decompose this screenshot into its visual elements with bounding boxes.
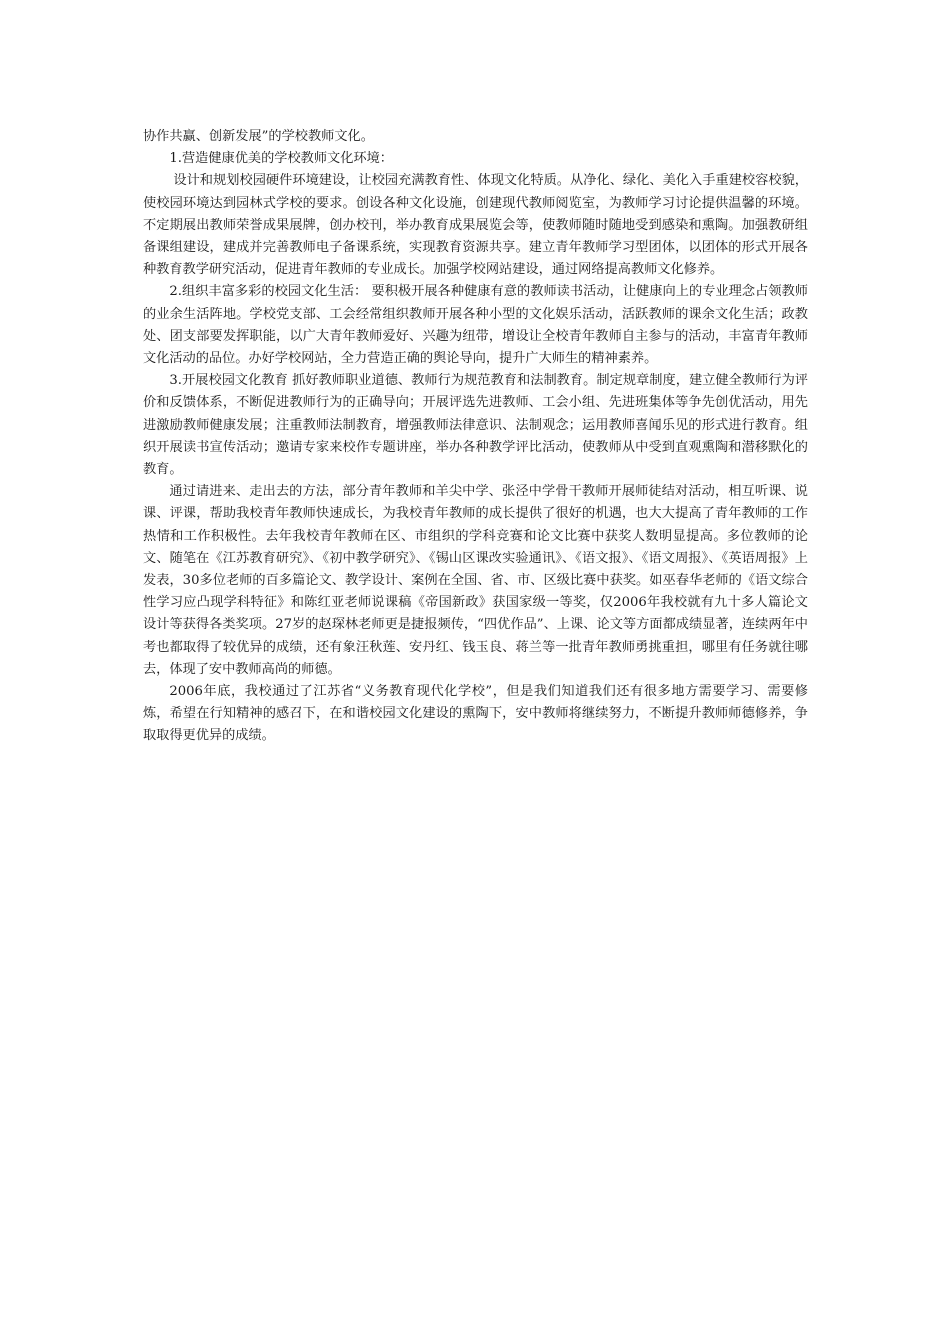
paragraph-cultural-education: 3.开展校园文化教育 抓好教师职业道德、教师行为规范教育和法制教育。制定规章制度，建立健全教师行为评价和反馈体系，不断促进教师行为的正确导向；开展评选先进教师、工会小组、先进班集体等争先创优活动，用先进激励教师健康发展；注重教师法制教育，增强教师法律意识、法制观念；运用教师喜闻乐见的形式进行教育。组织开展读书宣传活动；邀请专家来校作专题讲座，举办各种教学评比活动，使教师从中受到直观熏陶和潜移默化的教育。 [143, 373, 808, 478]
paragraph-intro: 协作共赢、创新发展”的学校教师文化。 [143, 129, 374, 144]
paragraph-conclusion: 2006年底，我校通过了江苏省“义务教育现代化学校”，但是我们知道我们还有很多地方需要学习、需要修炼，希望在行知精神的感召下，在和谐校园文化建设的熏陶下，安中教师将继续努力，不断提升教师师德修养，争取取得更优异的成绩。 [143, 684, 808, 744]
heading-environment: 1.营造健康优美的学校教师文化环境： [169, 151, 393, 167]
paragraph-cultural-life: 2.组织丰富多彩的校园文化生活： 要积极开展各种健康有意的教师读书活动，让健康向上的专业理念占领教师的业余生活阵地。学校党支部、工会经常组织教师开展各种小型的文化娱乐活动，活跃教师的课余文化生活；政教处、团支部要发挥职能，以广大青年教师爱好、兴趣为纽带，增设让全校青年教师自主参与的活动，丰富青年教师文化活动的品位。办好学校网站，全力营造正确的舆论导向，提升广大师生的精神素养。 [143, 284, 808, 367]
document-body [143, 126, 808, 748]
paragraph-mentoring: 通过请进来、走出去的方法，部分青年教师和羊尖中学、张泾中学骨干教师开展师徒结对活动，相互听课、说课、评课，帮助我校青年教师快速成长，为我校青年教师的成长提供了很好的机遇，也大大提高了青年教师的工作热情和工作积极性。去年我校青年教师在区、市组织的学科竞赛和论文比赛中获奖人数明显提高。多位教师的论文、随笔在《江苏教育研究》、《初中教学研究》、《锡山区课改实验通讯》、《语文报》、《语文周报》、《英语周报》上发表，30多位老师的百多篇论文、教学设计、案例在全国、省、市、区级比赛中获奖。如巫春华老师的《语文综合性学习应凸现学科特征》和陈红亚老师说课稿《帝国新政》获国家级一等奖，仅2006年我校就有九十多人篇论文设计等获得各类奖项。27岁的赵琛林老师更是捷报频传，“四优作品”、上课、论文等方面都成绩显著，连续两年中考也都取得了较优异的成绩，还有象汪秋莲、安丹红、钱玉良、蒋兰等一批青年教师勇挑重担，哪里有任务就往哪去，体现了安中教师高尚的师德。 [143, 484, 808, 677]
paragraph-environment: 设计和规划校园硬件环境建设，让校园充满教育性、体现文化特质。从净化、绿化、美化入手重建校容校貌，使校园环境达到园林式学校的要求。创设各种文化设施，创建现代教师阅览室，为教师学习讨论提供温馨的环境。不定期展出教师荣誉成果展牌，创办校刊，举办教育成果展览会等，使教师随时随地受到感染和熏陶。加强教研组备课组建设，建成并完善教师电子备课系统，实现教育资源共享。建立青年教师学习型团体，以团体的形式开展各种教育教学研究活动，促进青年教师的专业成长。加强学校网站建设，通过网络提高教师文化修养。 [143, 173, 808, 278]
